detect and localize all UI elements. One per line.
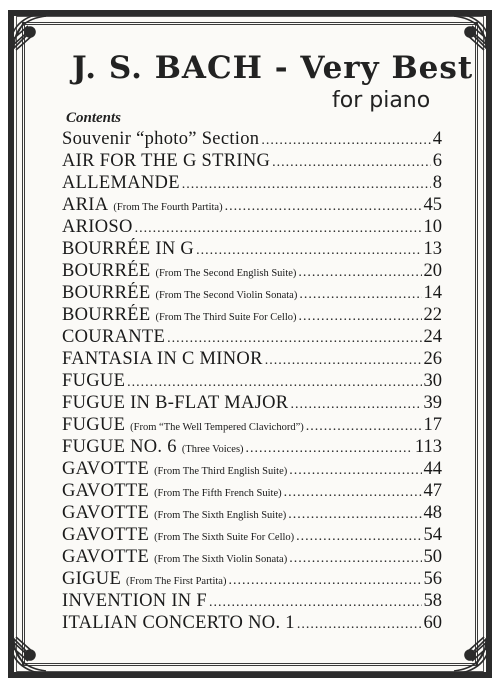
toc-entry-title: INVENTION IN F xyxy=(62,591,207,611)
toc-entry-page: 6 xyxy=(432,151,442,171)
dot-leader xyxy=(225,196,422,216)
toc-entry xyxy=(62,392,442,414)
toc-entry-page: 22 xyxy=(423,305,442,325)
toc-entry-title: FUGUE xyxy=(62,371,126,391)
toc-entry-page: 4 xyxy=(432,129,442,149)
toc-entry xyxy=(62,326,442,348)
dot-leader xyxy=(289,460,421,480)
toc-entry-title: GAVOTTE xyxy=(62,525,150,545)
toc-entry-source: (Three Voices) xyxy=(181,444,244,455)
toc-entry-title: BOURRÉE IN G xyxy=(62,239,195,259)
dot-leader xyxy=(272,152,431,172)
toc-entry-page: 8 xyxy=(432,173,442,193)
toc-entry-page: 48 xyxy=(423,503,442,523)
toc-entry-source: (From The Second English Suite) xyxy=(155,268,297,279)
toc-entry xyxy=(62,348,442,370)
toc-entry-title: BOURRÉE xyxy=(62,305,151,325)
toc-entry-source: (From The Second Violin Sonata) xyxy=(155,290,298,301)
toc-entry-title: ITALIAN CONCERTO NO. 1 xyxy=(62,613,295,633)
toc-entry-page: 39 xyxy=(423,393,442,413)
toc-entry-source: (From The Third English Suite) xyxy=(154,466,288,477)
dot-leader xyxy=(296,526,421,546)
page-title: J. S. BACH - Very Best xyxy=(72,50,474,86)
toc-entry xyxy=(62,546,442,568)
table-of-contents xyxy=(62,128,442,634)
toc-entry-page: 56 xyxy=(423,569,442,589)
toc-entry-source: (From The Third Suite For Cello) xyxy=(155,312,297,323)
toc-entry-source: (From The Fourth Partita) xyxy=(113,202,223,213)
toc-entry-title: FUGUE NO. 6 xyxy=(62,437,177,457)
toc-entry xyxy=(62,172,442,194)
dot-leader xyxy=(265,350,422,370)
toc-entry-source: (From The First Partita) xyxy=(126,576,227,587)
dot-leader xyxy=(196,240,421,260)
dot-leader xyxy=(299,306,422,326)
toc-entry-page: 44 xyxy=(423,459,442,479)
dot-leader xyxy=(182,174,431,194)
toc-entry xyxy=(62,282,442,304)
toc-entry-page: 30 xyxy=(423,371,442,391)
toc-entry xyxy=(62,260,442,282)
dot-leader xyxy=(127,372,421,392)
toc-entry-page: 60 xyxy=(423,613,442,633)
toc-entry-title: GAVOTTE xyxy=(62,547,150,567)
toc-entry-page: 13 xyxy=(423,239,442,259)
dot-leader xyxy=(135,218,422,238)
toc-entry xyxy=(62,216,442,238)
toc-entry-page: 14 xyxy=(423,283,442,303)
toc-entry-title: COURANTE xyxy=(62,327,166,347)
toc-entry xyxy=(62,612,442,634)
toc-entry-page: 47 xyxy=(423,481,442,501)
shell-ornament-icon xyxy=(444,629,496,681)
toc-entry-page: 58 xyxy=(423,591,442,611)
toc-entry xyxy=(62,458,442,480)
toc-entry xyxy=(62,238,442,260)
toc-entry-page: 24 xyxy=(423,327,442,347)
toc-entry-title: ALLEMANDE xyxy=(62,173,180,193)
toc-entry-page: 17 xyxy=(423,415,442,435)
toc-entry xyxy=(62,194,442,216)
dot-leader xyxy=(289,548,421,568)
toc-entry xyxy=(62,370,442,392)
toc-entry-page: 20 xyxy=(423,261,442,281)
dot-leader xyxy=(298,262,421,282)
toc-entry xyxy=(62,568,442,590)
toc-entry-title: GAVOTTE xyxy=(62,481,150,501)
toc-entry-source: (From The Sixth English Suite) xyxy=(154,510,287,521)
toc-entry xyxy=(62,304,442,326)
toc-entry-title: AIR FOR THE G STRING xyxy=(62,151,271,171)
toc-entry xyxy=(62,128,442,150)
page-subtitle: for piano xyxy=(332,88,431,113)
toc-entry xyxy=(62,502,442,524)
toc-entry-title: GAVOTTE xyxy=(62,459,150,479)
toc-entry-title: FUGUE IN B-FLAT MAJOR xyxy=(62,393,289,413)
toc-entry-title: FANTASIA IN C MINOR xyxy=(62,349,263,369)
toc-entry xyxy=(62,436,442,458)
toc-entry-title: ARIOSO xyxy=(62,217,133,237)
toc-entry xyxy=(62,414,442,436)
dot-leader xyxy=(288,504,421,524)
contents-heading: Contents xyxy=(66,110,122,126)
toc-entry-title: ARIA xyxy=(62,195,109,215)
toc-entry xyxy=(62,480,442,502)
toc-entry-page: 54 xyxy=(423,525,442,545)
dot-leader xyxy=(284,482,422,502)
toc-entry-title: FUGUE xyxy=(62,415,126,435)
toc-entry-title: GIGUE xyxy=(62,569,122,589)
toc-entry-title: BOURRÉE xyxy=(62,261,151,281)
toc-entry-title: GAVOTTE xyxy=(62,503,150,523)
toc-entry xyxy=(62,524,442,546)
toc-entry-page: 26 xyxy=(423,349,442,369)
toc-entry-title: BOURRÉE xyxy=(62,283,151,303)
toc-entry-page: 45 xyxy=(423,195,442,215)
dot-leader xyxy=(167,328,421,348)
dot-leader xyxy=(261,130,430,150)
shell-ornament-icon xyxy=(4,6,56,58)
toc-entry-title: Souvenir “photo” Section xyxy=(62,129,260,149)
toc-entry-source: (From The Sixth Violin Sonata) xyxy=(154,554,288,565)
toc-entry-page: 50 xyxy=(423,547,442,567)
dot-leader xyxy=(306,416,422,436)
dot-leader xyxy=(299,284,421,304)
dot-leader xyxy=(246,438,413,458)
dot-leader xyxy=(228,570,421,590)
toc-entry-page: 113 xyxy=(414,437,442,457)
toc-entry xyxy=(62,150,442,172)
toc-entry-source: (From “The Well Tempered Clavichord”) xyxy=(130,422,304,433)
toc-entry-source: (From The Sixth Suite For Cello) xyxy=(154,532,295,543)
toc-entry-source: (From The Fifth French Suite) xyxy=(154,488,282,499)
dot-leader xyxy=(209,592,422,612)
toc-entry-page: 10 xyxy=(423,217,442,237)
dot-leader xyxy=(297,614,422,634)
shell-ornament-icon xyxy=(4,629,56,681)
dot-leader xyxy=(290,394,421,414)
toc-entry xyxy=(62,590,442,612)
